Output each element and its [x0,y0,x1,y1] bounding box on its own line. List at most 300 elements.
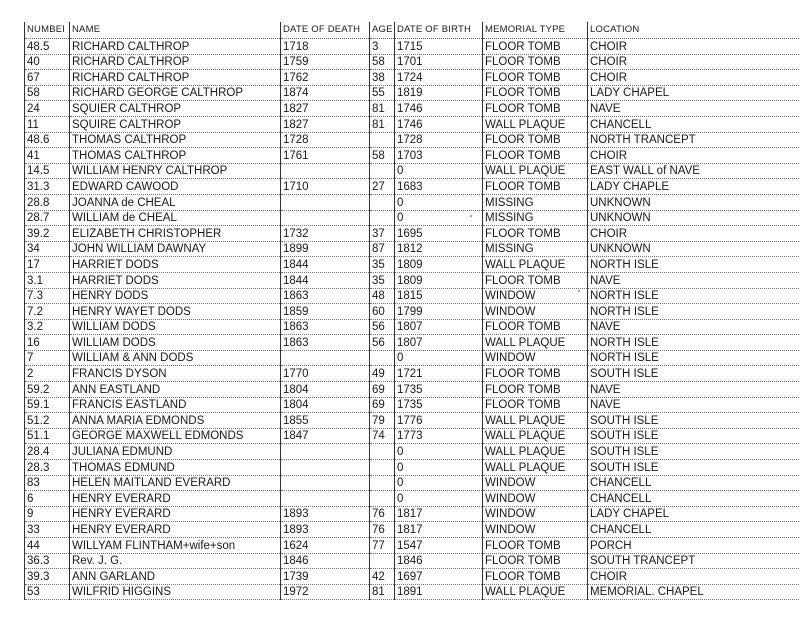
cell-age [370,444,395,460]
scan-speck [470,215,472,217]
cell-memorial-type: FLOOR TOMB [483,179,588,195]
cell-age [370,210,395,226]
header-age: AGE [370,22,395,39]
cell-location: SOUTH TRANCEPT [588,553,800,569]
cell-location: NORTH ISLE [588,304,800,320]
cell-date-of-birth: 1773 [395,428,483,444]
cell-number: 51.1 [25,428,70,444]
cell-age: 56 [370,319,395,335]
cell-location: SOUTH ISLE [588,366,800,382]
cell-memorial-type: FLOOR TOMB [483,148,588,164]
cell-date-of-birth: 1812 [395,241,483,257]
cell-age: 58 [370,54,395,70]
cell-memorial-type: FLOOR TOMB [483,319,588,335]
memorial-table [24,22,800,600]
cell-age: 35 [370,272,395,288]
cell-date-of-death: 1855 [281,413,370,429]
cell-location: NAVE [588,397,800,413]
header-date-of-death: DATE OF DEATH [281,22,370,39]
cell-location: UNKNOWN [588,241,800,257]
cell-number: 17 [25,257,70,273]
cell-memorial-type: WINDOW [483,522,588,538]
cell-location: CHOIR [588,569,800,585]
cell-age: 81 [370,584,395,600]
cell-memorial-type: FLOOR TOMB [483,538,588,554]
cell-memorial-type: WALL PLAQUE [483,335,588,351]
cell-date-of-death: 1844 [281,257,370,273]
header-memorial-type: MEMORIAL TYPE [483,22,588,39]
cell-memorial-type: WALL PLAQUE [483,163,588,179]
cell-age: 76 [370,506,395,522]
cell-number: 31.3 [25,179,70,195]
table-row [25,319,800,335]
cell-memorial-type: FLOOR TOMB [483,226,588,242]
cell-memorial-type: FLOOR TOMB [483,569,588,585]
cell-date-of-birth: 1846 [395,553,483,569]
table-row [25,460,800,476]
cell-location: NAVE [588,101,800,117]
cell-date-of-birth: 1735 [395,397,483,413]
cell-memorial-type: FLOOR TOMB [483,70,588,86]
cell-name: RICHARD CALTHROP [70,39,281,55]
cell-location: NAVE [588,272,800,288]
cell-date-of-birth: 0 [395,194,483,210]
cell-memorial-type: WALL PLAQUE [483,460,588,476]
table-row [25,569,800,585]
cell-location: CHOIR [588,148,800,164]
table-row [25,366,800,382]
cell-memorial-type: WALL PLAQUE [483,444,588,460]
cell-location: LADY CHAPEL [588,85,800,101]
cell-date-of-birth: 1815 [395,288,483,304]
cell-age [370,350,395,366]
cell-name: THOMAS CALTHROP [70,148,281,164]
cell-location: SOUTH ISLE [588,460,800,476]
cell-location: UNKNOWN [588,194,800,210]
cell-name: HARRIET DODS [70,272,281,288]
cell-number: 28.3 [25,460,70,476]
cell-date-of-death [281,210,370,226]
cell-date-of-death: 1728 [281,132,370,148]
cell-name: SQUIRE CALTHROP [70,116,281,132]
cell-number: 59.2 [25,382,70,398]
cell-date-of-death: 1844 [281,272,370,288]
cell-name: Rev. J. G. [70,553,281,569]
table-row [25,506,800,522]
cell-number: 34 [25,241,70,257]
table-row [25,194,800,210]
cell-date-of-birth: 1746 [395,101,483,117]
cell-date-of-birth: 1703 [395,148,483,164]
cell-date-of-death: 1874 [281,85,370,101]
cell-name: RICHARD CALTHROP [70,70,281,86]
cell-number: 48.5 [25,39,70,55]
cell-date-of-birth: 1776 [395,413,483,429]
cell-number: 7 [25,350,70,366]
cell-name: HENRY DODS [70,288,281,304]
cell-date-of-death: 1863 [281,319,370,335]
cell-date-of-death: 1863 [281,288,370,304]
cell-date-of-death: 1804 [281,382,370,398]
cell-memorial-type: WINDOW [483,304,588,320]
cell-location: NAVE [588,319,800,335]
table-row [25,116,800,132]
cell-memorial-type: WALL PLAQUE [483,428,588,444]
cell-name: JOHN WILLIAM DAWNAY [70,241,281,257]
cell-date-of-death: 1710 [281,179,370,195]
table-row [25,553,800,569]
memorial-register-sheet [24,22,800,600]
cell-date-of-death [281,444,370,460]
cell-date-of-birth: 1547 [395,538,483,554]
header-name: NAME [70,22,281,39]
cell-number: 33 [25,522,70,538]
cell-date-of-birth: 1683 [395,179,483,195]
cell-date-of-birth: 1746 [395,116,483,132]
cell-number: 53 [25,584,70,600]
cell-name: ELIZABETH CHRISTOPHER [70,226,281,242]
cell-memorial-type: WALL PLAQUE [483,257,588,273]
cell-age: 58 [370,148,395,164]
cell-age: 77 [370,538,395,554]
cell-date-of-birth: 1697 [395,569,483,585]
cell-date-of-birth: 1809 [395,272,483,288]
cell-name: WILFRID HIGGINS [70,584,281,600]
cell-age: 42 [370,569,395,585]
cell-date-of-birth: 1724 [395,70,483,86]
table-row [25,39,800,55]
cell-date-of-birth: 0 [395,350,483,366]
cell-location: NORTH ISLE [588,350,800,366]
cell-date-of-death: 1899 [281,241,370,257]
cell-date-of-death: 1804 [281,397,370,413]
cell-number: 7.2 [25,304,70,320]
cell-location: CHOIR [588,70,800,86]
table-row [25,148,800,164]
cell-memorial-type: WALL PLAQUE [483,116,588,132]
cell-location: CHOIR [588,54,800,70]
cell-number: 67 [25,70,70,86]
cell-memorial-type: FLOOR TOMB [483,366,588,382]
cell-number: 3.1 [25,272,70,288]
cell-age: 87 [370,241,395,257]
cell-memorial-type: FLOOR TOMB [483,553,588,569]
cell-name: THOMAS CALTHROP [70,132,281,148]
cell-number: 7.3 [25,288,70,304]
cell-location: UNKNOWN [588,210,800,226]
cell-age: 81 [370,101,395,117]
cell-date-of-birth: 1891 [395,584,483,600]
cell-location: SOUTH ISLE [588,428,800,444]
cell-date-of-birth: 1819 [395,85,483,101]
cell-date-of-death [281,475,370,491]
table-row [25,428,800,444]
table-row [25,132,800,148]
cell-age: 38 [370,70,395,86]
cell-date-of-birth: 1695 [395,226,483,242]
cell-date-of-death: 1846 [281,553,370,569]
table-row [25,584,800,600]
cell-number: 2 [25,366,70,382]
cell-name: HENRY EVERARD [70,491,281,507]
cell-date-of-death [281,491,370,507]
cell-location: NORTH TRANCEPT [588,132,800,148]
cell-name: ANN EASTLAND [70,382,281,398]
cell-location: PORCH [588,538,800,554]
table-row [25,413,800,429]
cell-number: 36.3 [25,553,70,569]
cell-name: WILLIAM & ANN DODS [70,350,281,366]
cell-number: 28.8 [25,194,70,210]
cell-date-of-death: 1718 [281,39,370,55]
cell-age: 76 [370,522,395,538]
cell-number: 83 [25,475,70,491]
cell-number: 59.1 [25,397,70,413]
table-row [25,210,800,226]
table-row [25,475,800,491]
cell-memorial-type: FLOOR TOMB [483,101,588,117]
cell-age [370,491,395,507]
cell-location: MEMORIAL. CHAPEL [588,584,800,600]
cell-name: WILLIAM DODS [70,335,281,351]
cell-name: RICHARD CALTHROP [70,54,281,70]
table-row [25,491,800,507]
cell-number: 39.2 [25,226,70,242]
cell-date-of-birth: 1721 [395,366,483,382]
header-date-of-birth: DATE OF BIRTH [395,22,483,39]
cell-number: 24 [25,101,70,117]
table-row [25,304,800,320]
cell-number: 51.2 [25,413,70,429]
cell-date-of-birth: 0 [395,475,483,491]
table-row [25,522,800,538]
table-row [25,163,800,179]
table-row [25,538,800,554]
table-header [25,22,800,39]
cell-date-of-birth: 1809 [395,257,483,273]
header-number: NUMBEI [25,22,70,39]
cell-date-of-death: 1759 [281,54,370,70]
cell-date-of-death: 1761 [281,148,370,164]
cell-date-of-death: 1847 [281,428,370,444]
cell-age [370,132,395,148]
cell-name: WILLIAM DODS [70,319,281,335]
cell-name: EDWARD CAWOOD [70,179,281,195]
table-row [25,70,800,86]
cell-name: FRANCIS DYSON [70,366,281,382]
cell-memorial-type: FLOOR TOMB [483,382,588,398]
cell-location: CHOIR [588,39,800,55]
cell-date-of-birth: 1817 [395,522,483,538]
cell-number: 40 [25,54,70,70]
cell-date-of-birth: 1701 [395,54,483,70]
cell-name: WILLYAM FLINTHAM+wife+son [70,538,281,554]
cell-date-of-death [281,350,370,366]
cell-name: JULIANA EDMUND [70,444,281,460]
cell-date-of-death: 1859 [281,304,370,320]
cell-number: 9 [25,506,70,522]
cell-age: 37 [370,226,395,242]
cell-name: HENRY EVERARD [70,506,281,522]
cell-date-of-birth: 0 [395,444,483,460]
cell-date-of-death: 1762 [281,70,370,86]
cell-location: CHANCELL [588,522,800,538]
cell-memorial-type: WALL PLAQUE [483,413,588,429]
cell-date-of-birth: 1807 [395,319,483,335]
cell-age: 49 [370,366,395,382]
cell-memorial-type: WINDOW [483,475,588,491]
cell-date-of-death: 1770 [281,366,370,382]
cell-date-of-birth: 1728 [395,132,483,148]
cell-date-of-birth: 1735 [395,382,483,398]
table-row [25,179,800,195]
cell-date-of-birth: 0 [395,210,483,226]
cell-age: 3 [370,39,395,55]
cell-age: 35 [370,257,395,273]
cell-location: LADY CHAPEL [588,506,800,522]
cell-date-of-birth: 0 [395,491,483,507]
table-row [25,272,800,288]
cell-name: FRANCIS EASTLAND [70,397,281,413]
cell-date-of-birth: 0 [395,460,483,476]
cell-memorial-type: FLOOR TOMB [483,397,588,413]
table-row [25,397,800,413]
cell-number: 14.5 [25,163,70,179]
cell-memorial-type: MISSING [483,194,588,210]
cell-age: 60 [370,304,395,320]
cell-date-of-death [281,163,370,179]
cell-date-of-death: 1827 [281,116,370,132]
header-row [25,22,800,39]
table-row [25,241,800,257]
cell-date-of-death [281,460,370,476]
cell-number: 6 [25,491,70,507]
cell-age [370,475,395,491]
cell-age: 56 [370,335,395,351]
cell-memorial-type: MISSING [483,241,588,257]
table-row [25,85,800,101]
cell-memorial-type: WINDOW [483,506,588,522]
cell-age: 74 [370,428,395,444]
cell-date-of-death: 1893 [281,522,370,538]
cell-number: 39.3 [25,569,70,585]
table-row [25,226,800,242]
table-row [25,101,800,117]
cell-age: 69 [370,382,395,398]
cell-name: HARRIET DODS [70,257,281,273]
cell-location: NORTH ISLE [588,257,800,273]
cell-number: 58 [25,85,70,101]
cell-memorial-type: FLOOR TOMB [483,39,588,55]
cell-number: 44 [25,538,70,554]
cell-name: HENRY WAYET DODS [70,304,281,320]
cell-date-of-birth: 0 [395,163,483,179]
cell-memorial-type: MISSING [483,210,588,226]
cell-memorial-type: WINDOW [483,491,588,507]
cell-date-of-death: 1893 [281,506,370,522]
cell-age: 79 [370,413,395,429]
cell-number: 16 [25,335,70,351]
table-row [25,335,800,351]
cell-date-of-birth: 1817 [395,506,483,522]
cell-memorial-type: FLOOR TOMB [483,272,588,288]
cell-memorial-type: FLOOR TOMB [483,85,588,101]
cell-age [370,553,395,569]
cell-memorial-type: FLOOR TOMB [483,132,588,148]
cell-location: CHANCELL [588,116,800,132]
cell-location: CHANCELL [588,491,800,507]
cell-age: 69 [370,397,395,413]
table-row [25,54,800,70]
table-row [25,444,800,460]
table-row [25,257,800,273]
table-row [25,382,800,398]
table-body [25,39,800,600]
cell-memorial-type: WALL PLAQUE [483,584,588,600]
cell-date-of-death: 1863 [281,335,370,351]
cell-age [370,194,395,210]
cell-name: HENRY EVERARD [70,522,281,538]
cell-name: GEORGE MAXWELL EDMONDS [70,428,281,444]
cell-location: SOUTH ISLE [588,444,800,460]
cell-date-of-death: 1739 [281,569,370,585]
cell-age: 55 [370,85,395,101]
cell-age [370,163,395,179]
cell-memorial-type: WINDOW [483,350,588,366]
cell-date-of-death [281,194,370,210]
cell-number: 48.6 [25,132,70,148]
cell-date-of-birth: 1715 [395,39,483,55]
cell-location: CHANCELL [588,475,800,491]
table-row [25,350,800,366]
cell-date-of-death: 1827 [281,101,370,117]
cell-date-of-death: 1624 [281,538,370,554]
cell-name: SQUIER CALTHROP [70,101,281,117]
cell-memorial-type: FLOOR TOMB [483,54,588,70]
cell-location: SOUTH ISLE [588,413,800,429]
cell-location: NAVE [588,382,800,398]
cell-number: 28.7 [25,210,70,226]
cell-age [370,460,395,476]
cell-location: LADY CHAPLE [588,179,800,195]
cell-age: 27 [370,179,395,195]
cell-age: 48 [370,288,395,304]
cell-number: 41 [25,148,70,164]
cell-location: CHOIR [588,226,800,242]
cell-location: NORTH ISLE [588,288,800,304]
cell-location: EAST WALL of NAVE [588,163,800,179]
cell-date-of-death: 1972 [281,584,370,600]
cell-name: ANNA MARIA EDMONDS [70,413,281,429]
header-location: LOCATION [588,22,800,39]
cell-name: JOANNA de CHEAL [70,194,281,210]
cell-name: ANN GARLAND [70,569,281,585]
cell-memorial-type: WINDOW [483,288,588,304]
cell-date-of-birth: 1807 [395,335,483,351]
cell-age: 81 [370,116,395,132]
cell-name: WILLIAM HENRY CALTHROP [70,163,281,179]
cell-date-of-birth: 1799 [395,304,483,320]
cell-name: RICHARD GEORGE CALTHROP [70,85,281,101]
cell-number: 28.4 [25,444,70,460]
cell-name: THOMAS EDMUND [70,460,281,476]
cell-number: 3.2 [25,319,70,335]
cell-number: 11 [25,116,70,132]
cell-name: WILLIAM de CHEAL [70,210,281,226]
cell-name: HELEN MAITLAND EVERARD [70,475,281,491]
scan-speck [578,290,580,292]
cell-date-of-death: 1732 [281,226,370,242]
